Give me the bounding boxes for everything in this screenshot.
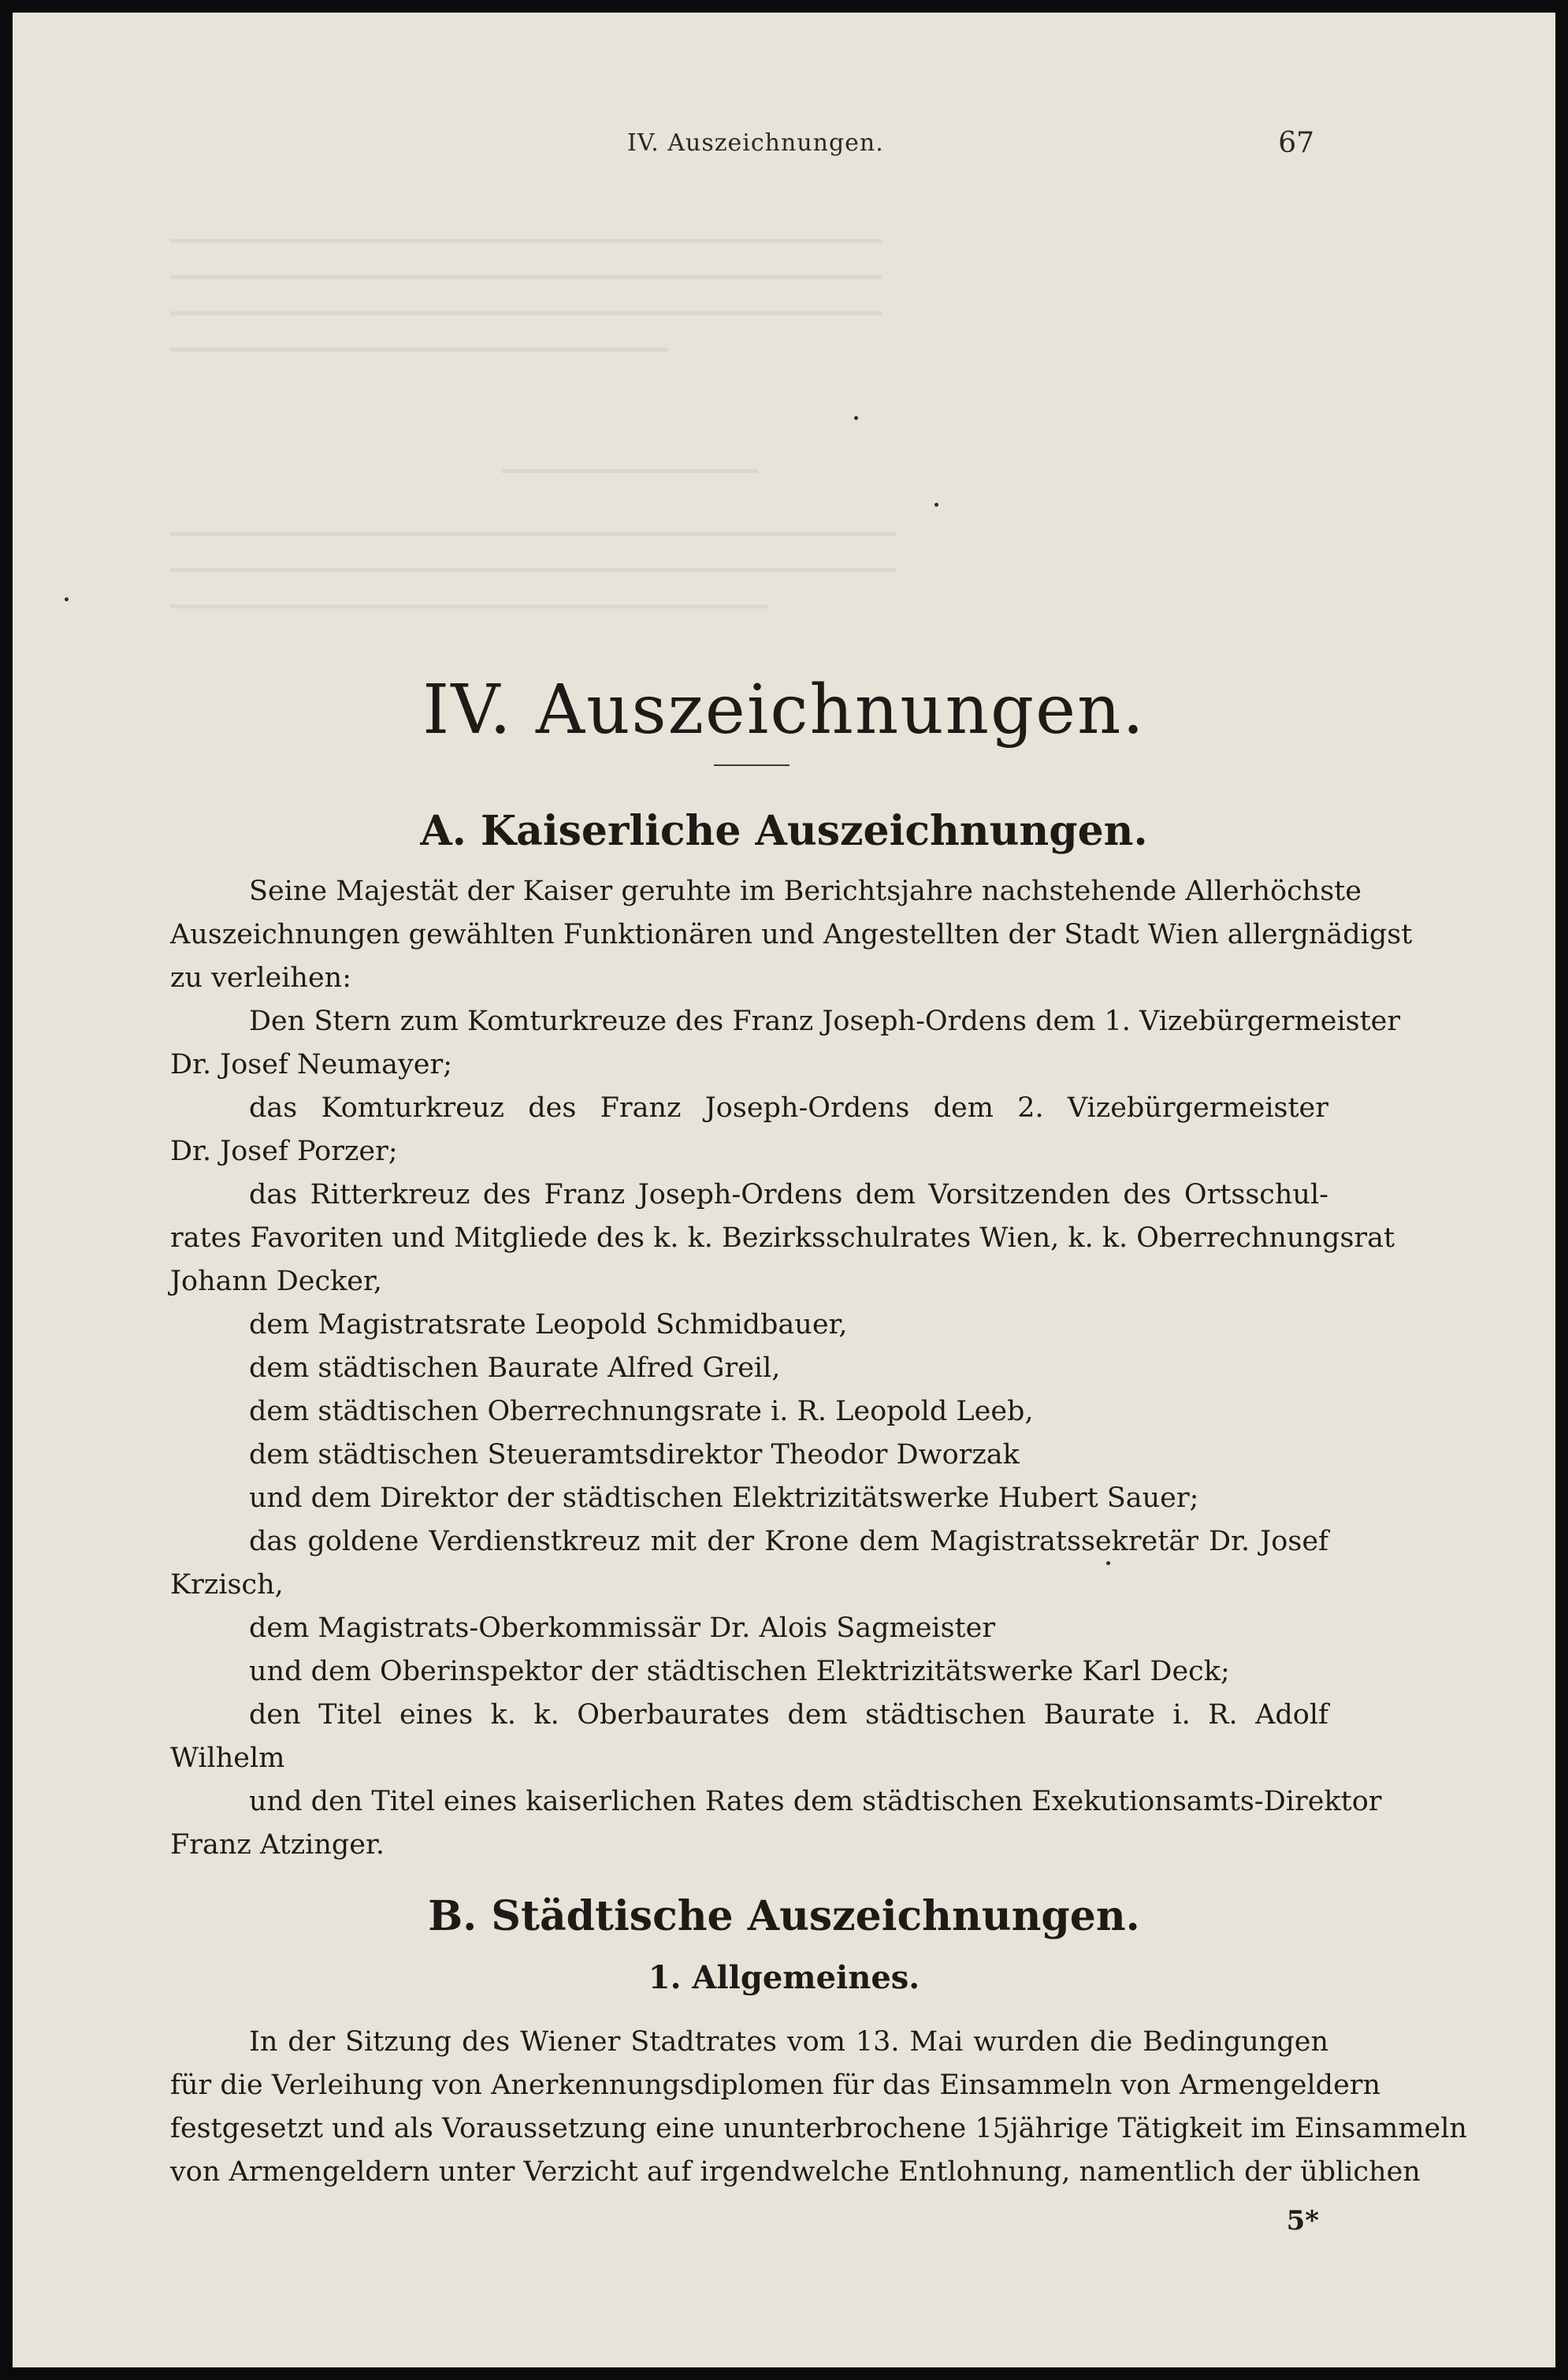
bleed-through-ghost: ━━━━━━━━━━━━━━━━━━ — [501, 458, 758, 485]
award-line: Dr. Josef Porzer; — [170, 1136, 398, 1167]
page-number: 67 — [1278, 127, 1314, 159]
section-b-heading: B. Städtische Auszeichnungen. — [428, 1892, 1140, 1940]
ink-speck — [854, 416, 858, 420]
award-line: dem Magistrats-Oberkommissär Dr. Alois Sagmeister — [249, 1612, 996, 1644]
award-line: Johann Decker, — [170, 1266, 383, 1297]
bleed-through-ghost: ━━━━━━━━━━━━━━━━━━━━━━━━━━━━━━━━━━━━━━━━━━━━━━━━━━━ ━━━━━━━━━━━━━━━━━━━━━━━━━━━━━━━━━━━━━━━━━━━━━━━━━━━ ━━━━━━━━━━━━━━━━━━━━━━━━━━━━━━━━━━━━━━━━━━ — [170, 521, 897, 621]
award-line: und den Titel eines kaiserlichen Rates dem städtischen Exekutionsamts-Direktor — [249, 1786, 1382, 1817]
award-line: Dr. Josef Neumayer; — [170, 1049, 452, 1080]
bleed-through-ghost: ━━━━━━━━━━━━━━━━━━━━━━━━━━━━━━━━━━━━━━━━━━━━━━━━━━ ━━━━━━━━━━━━━━━━━━━━━━━━━━━━━━━━━━━━━━━━━━━━━━━━━━ ━━━━━━━━━━━━━━━━━━━━━━━━━━━━━━━━━━━━━━━━━━━━━━━━━━ ━━━━━━━━━━━━━━━━━━━━━━━━━━━━━━━━━━━ — [170, 228, 882, 364]
award-line: rates Favoriten und Mitgliede des k. k. Bezirksschulrates Wien, k. k. Oberrechnungsrat — [170, 1222, 1395, 1254]
section-a-heading: A. Kaiserliche Auszeichnungen. — [420, 807, 1148, 855]
running-head: IV. Auszeichnungen. — [627, 129, 884, 157]
award-line: dem Magistratsrate Leopold Schmidbauer, — [249, 1309, 848, 1341]
ink-speck — [65, 597, 69, 601]
document-page — [13, 13, 1555, 2367]
sheet-signature: 5* — [1286, 2205, 1319, 2237]
chapter-title: IV. Auszeichnungen. — [422, 671, 1146, 749]
award-line: und dem Oberinspektor der städtischen Elektrizitätswerke Karl Deck; — [249, 1656, 1230, 1687]
award-line: Den Stern zum Komturkreuze des Franz Joseph-Ordens dem 1. Vizebürgermeister — [249, 1006, 1401, 1037]
paragraph-line: von Armengeldern unter Verzicht auf irgendwelche Entlohnung, namentlich der üblichen — [170, 2156, 1421, 2188]
award-line: Wilhelm — [170, 1742, 285, 1774]
award-line: und dem Direktor der städtischen Elektrizitätswerke Hubert Sauer; — [249, 1482, 1199, 1514]
paragraph-line: Seine Majestät der Kaiser geruhte im Berichtsjahre nachstehende Allerhöchste — [249, 876, 1362, 907]
award-line: Krzisch, — [170, 1569, 284, 1601]
subsection-heading: 1. Allgemeines. — [648, 1959, 920, 1996]
award-line: Franz Atzinger. — [170, 1829, 385, 1861]
award-line: dem städtischen Baurate Alfred Greil, — [249, 1352, 781, 1384]
paragraph-line: In der Sitzung des Wiener Stadtrates vom 13. Mai wurden die Bedingungen — [249, 2026, 1328, 2058]
award-line: dem städtischen Steueramtsdirektor Theodor Dworzak — [249, 1439, 1020, 1471]
award-line: dem städtischen Oberrechnungsrate i. R. Leopold Leeb, — [249, 1396, 1034, 1427]
award-line: den Titel eines k. k. Oberbaurates dem städtischen Baurate i. R. Adolf — [249, 1699, 1328, 1731]
paragraph-line: zu verleihen: — [170, 962, 352, 994]
title-divider — [714, 764, 790, 766]
ink-speck — [1106, 1561, 1110, 1565]
paragraph-line: Auszeichnungen gewählten Funktionären und Angestellten der Stadt Wien allergnädigst — [170, 919, 1413, 950]
award-line: das Ritterkreuz des Franz Joseph-Ordens dem Vorsitzenden des Ortsschul- — [249, 1179, 1328, 1210]
paragraph-line: festgesetzt und als Voraussetzung eine ununterbrochene 15jährige Tätigkeit im Einsammeln — [170, 2113, 1467, 2144]
ink-speck — [934, 503, 938, 507]
paragraph-line: für die Verleihung von Anerkennungsdiplomen für das Einsammeln von Armengeldern — [170, 2069, 1381, 2101]
award-line: das goldene Verdienstkreuz mit der Krone dem Magistratssekretär Dr. Josef — [249, 1526, 1328, 1557]
award-line: das Komturkreuz des Franz Joseph-Ordens dem 2. Vizebürgermeister — [249, 1092, 1328, 1124]
